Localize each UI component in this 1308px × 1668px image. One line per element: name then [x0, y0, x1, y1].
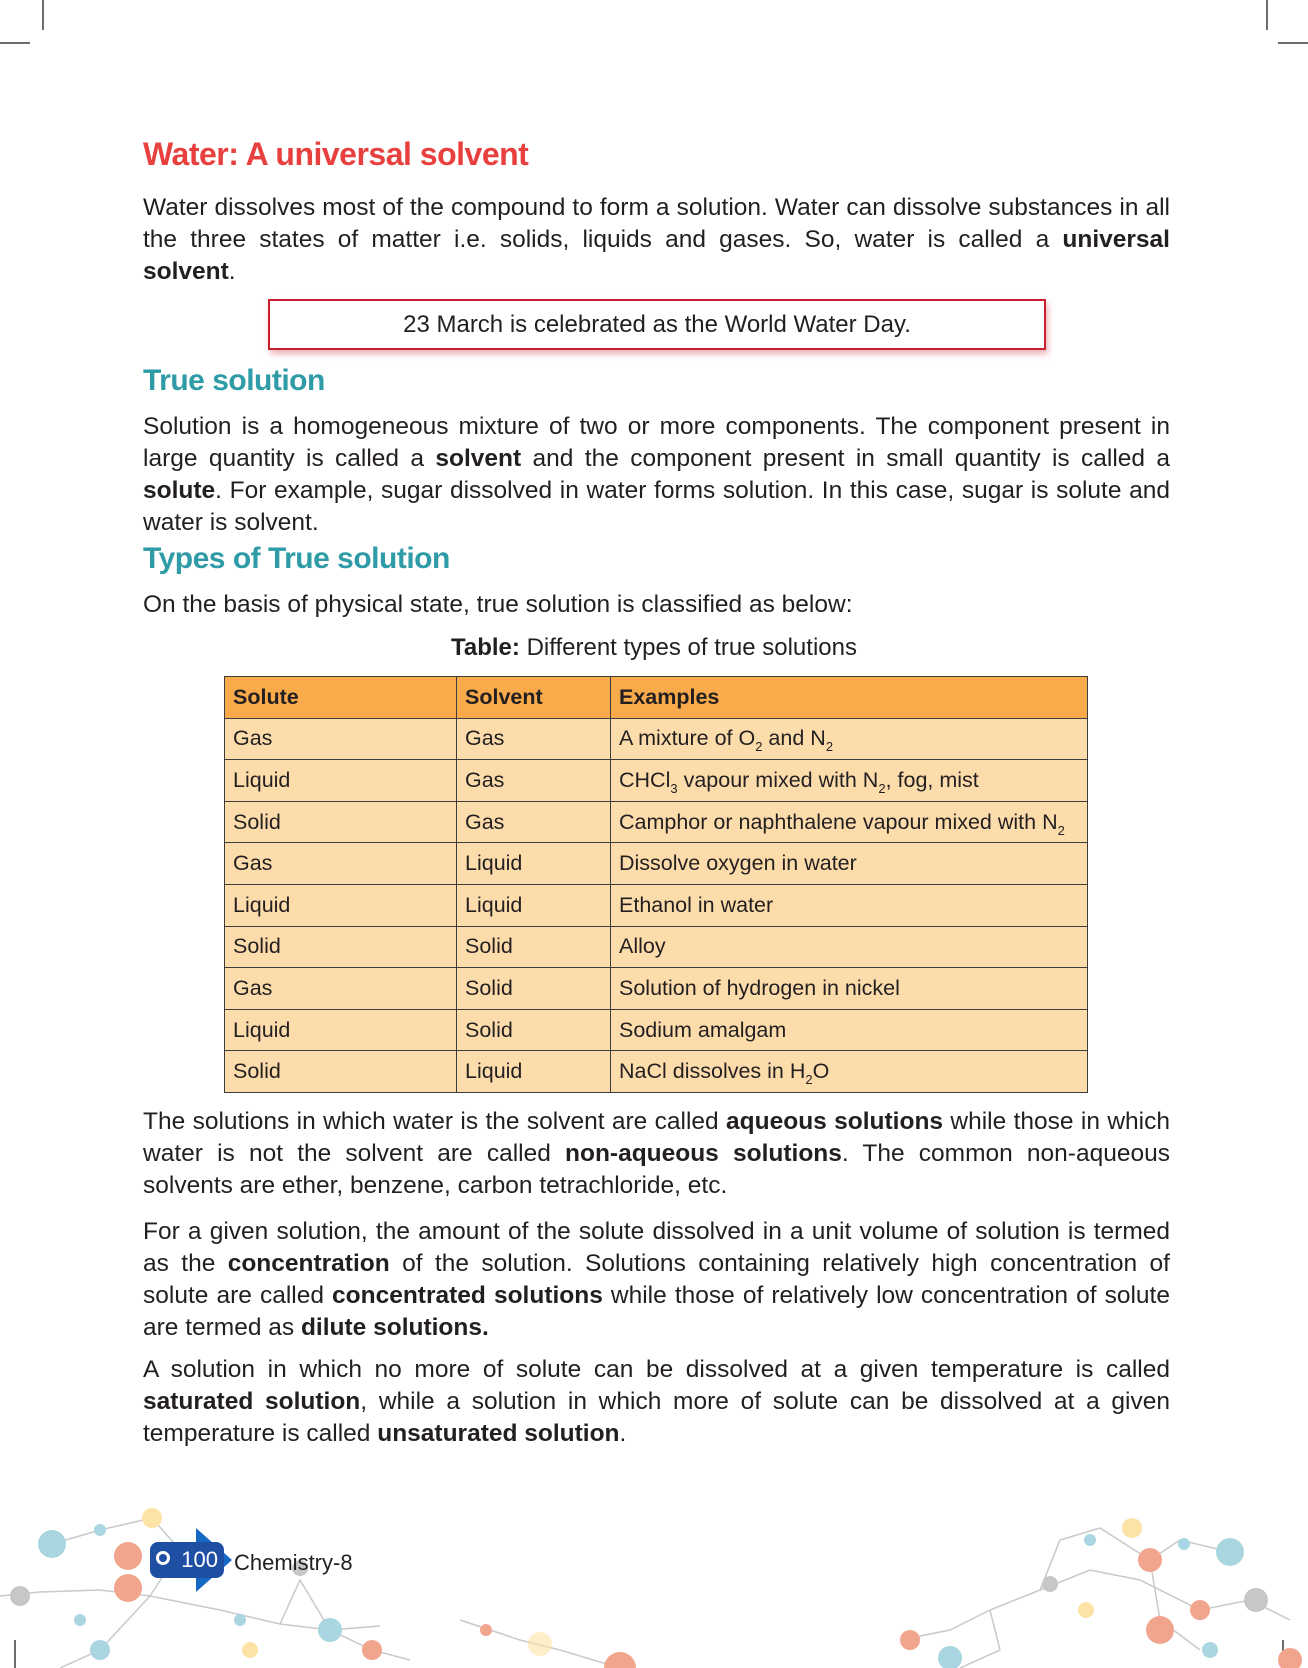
text: Alloy	[619, 934, 666, 959]
text: . The common non-aqueous solvents are ether, benzene, carbon tetrachloride, etc.	[143, 1140, 1170, 1199]
table-row	[225, 968, 1088, 1010]
cell-solute: Solid	[225, 1051, 457, 1093]
text: Dissolve oxygen in water	[619, 851, 857, 876]
subscript: 2	[805, 1072, 813, 1088]
header-examples: Examples	[611, 677, 1088, 719]
concentration-paragraph	[143, 1216, 1170, 1344]
text: O	[812, 1059, 830, 1084]
text: and the component present in small quantity is called a	[521, 445, 1171, 472]
text: CHCl	[619, 767, 671, 792]
header-solvent: Solvent	[457, 677, 611, 719]
text: while those in which water is not the solvent are called	[143, 1108, 1171, 1167]
world-water-day-note	[268, 299, 1046, 350]
cell-solvent: Liquid	[457, 1051, 611, 1093]
table-row	[225, 801, 1088, 843]
term-non-aqueous: non-aqueous solutions	[565, 1140, 842, 1167]
crop-mark	[1278, 42, 1308, 44]
text: vapour mixed with N	[677, 767, 879, 792]
table-row	[225, 760, 1088, 802]
cell-solvent: Liquid	[457, 843, 611, 885]
text: Solution of hydrogen in nickel	[619, 975, 900, 1000]
cell-solute: Gas	[225, 968, 457, 1010]
text: .	[228, 258, 236, 285]
table-row	[225, 1009, 1088, 1051]
header-solute: Solute	[225, 677, 457, 719]
crop-mark	[0, 42, 30, 44]
text: , fog, mist	[885, 767, 979, 792]
text: For a given solution, the amount of the solute dissolved in a unit volume of solution is termed as the	[143, 1218, 1170, 1277]
term-solvent: solvent	[435, 445, 522, 472]
table-header-row	[225, 677, 1088, 719]
section-heading-true-solution: True solution	[143, 364, 325, 397]
text: Solution is a homogeneous mixture of two or more components. The component present in large quantity is called a	[143, 413, 1170, 472]
crop-mark	[1266, 0, 1268, 30]
text: , while a solution in which more of solute can be dissolved at a given temperature is called	[143, 1388, 1170, 1447]
cell-solvent: Gas	[457, 760, 611, 802]
note-text: 23 March is celebrated as the World Water Day.	[403, 310, 911, 338]
text: Sodium amalgam	[619, 1017, 787, 1042]
term-aqueous: aqueous solutions	[726, 1108, 944, 1135]
cell-example	[611, 884, 1088, 926]
aqueous-paragraph	[143, 1106, 1170, 1202]
cell-solvent: Liquid	[457, 884, 611, 926]
subscript: 3	[670, 780, 678, 796]
subscript: 2	[878, 780, 886, 796]
cell-solute: Liquid	[225, 884, 457, 926]
text: . For example, sugar dissolved in water forms solution. In this case, sugar is solute and water is solvent.	[143, 477, 1170, 536]
cell-solute: Solid	[225, 801, 457, 843]
term-unsaturated: unsaturated solution	[377, 1420, 620, 1447]
subscript: 2	[755, 739, 763, 755]
table-row	[225, 884, 1088, 926]
text: Camphor or naphthalene vapour mixed with N	[619, 809, 1058, 834]
swirl-icon	[156, 1551, 170, 1565]
table-row	[225, 843, 1088, 885]
term-solute: solute	[143, 477, 216, 504]
term-dilute: dilute solutions.	[300, 1314, 489, 1341]
section-heading-water: Water: A universal solvent	[143, 136, 529, 172]
cell-example	[611, 926, 1088, 968]
cell-example	[611, 968, 1088, 1010]
term-concentration: concentration	[227, 1250, 390, 1277]
table-row	[225, 926, 1088, 968]
cell-example	[611, 801, 1088, 843]
caption-label: Table:	[451, 634, 520, 661]
saturated-paragraph	[143, 1354, 1170, 1450]
cell-solute: Gas	[225, 843, 457, 885]
term-concentrated: concentrated solutions	[332, 1282, 603, 1309]
text: while those of relatively low concentration of solute are termed as	[143, 1282, 1170, 1341]
text: of the solution. Solutions containing relatively high concentration of solute are called	[143, 1250, 1170, 1309]
section-heading-types: Types of True solution	[143, 542, 450, 575]
water-paragraph	[143, 192, 1170, 288]
cell-example	[611, 843, 1088, 885]
subscript: 2	[1057, 822, 1065, 838]
cell-example	[611, 1009, 1088, 1051]
cell-example	[611, 760, 1088, 802]
cell-solute: Liquid	[225, 1009, 457, 1051]
text: The solutions in which water is the solvent are called	[143, 1108, 727, 1135]
types-intro: On the basis of physical state, true solution is classified as below:	[143, 591, 853, 618]
cell-solute: Liquid	[225, 760, 457, 802]
page-number-badge	[150, 1542, 224, 1578]
text: and N	[762, 726, 826, 751]
text: .	[619, 1420, 627, 1447]
cell-solvent: Gas	[457, 801, 611, 843]
term-saturated: saturated solution	[143, 1388, 361, 1415]
text: A solution in which no more of solute can be dissolved at a given temperature is called	[143, 1356, 1170, 1383]
crop-mark	[42, 0, 44, 30]
cell-solvent: Solid	[457, 968, 611, 1010]
cell-example	[611, 718, 1088, 760]
table-row	[225, 1051, 1088, 1093]
table-row	[225, 718, 1088, 760]
cell-solute: Solid	[225, 926, 457, 968]
text: A mixture of O	[619, 726, 756, 751]
cell-solvent: Gas	[457, 718, 611, 760]
caption-text: Different types of true solutions	[519, 634, 857, 661]
cell-solvent: Solid	[457, 926, 611, 968]
cell-example	[611, 1051, 1088, 1093]
cell-solvent: Solid	[457, 1009, 611, 1051]
cell-solute: Gas	[225, 718, 457, 760]
subscript: 2	[825, 739, 834, 755]
text: NaCl dissolves in H	[619, 1059, 806, 1084]
page-number: 100	[181, 1547, 218, 1572]
true-solution-paragraph	[143, 411, 1170, 539]
book-title: Chemistry-8	[234, 1550, 353, 1575]
solutions-table	[224, 676, 1088, 1093]
table-caption	[0, 634, 1308, 662]
term-universal-solvent: universal solvent	[143, 226, 1170, 285]
text: Ethanol in water	[619, 892, 774, 917]
text: Water dissolves most of the compound to form a solution. Water can dissolve substances in all the three states of matter i.e. solids, liquids and gases. So, water is called a	[143, 194, 1170, 253]
